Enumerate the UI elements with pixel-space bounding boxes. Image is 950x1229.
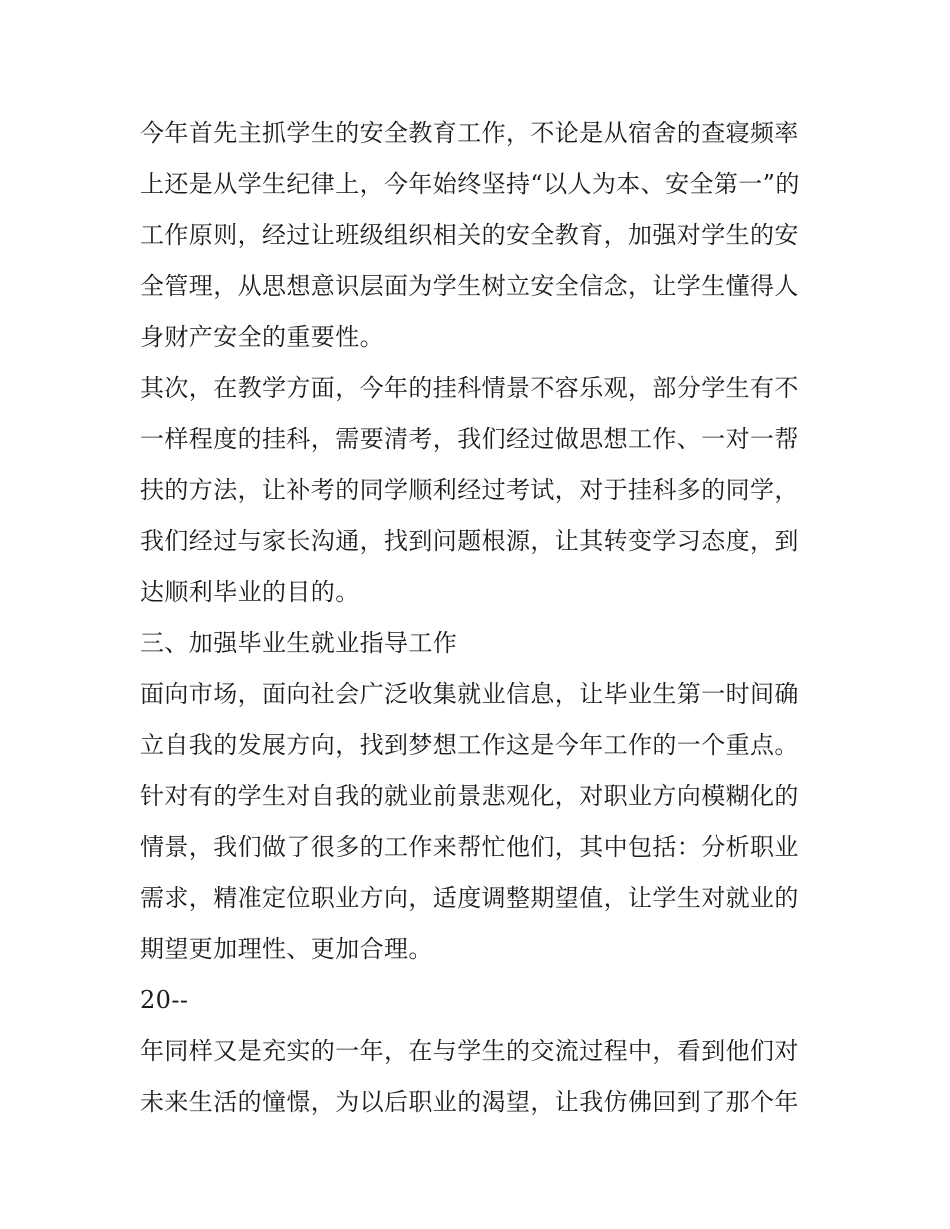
text-line: 我们经过与家长沟通，找到问题根源，让其转变学习态度，到 bbox=[140, 527, 799, 555]
text-line: 期望更加理性、更加合理。 bbox=[140, 935, 433, 963]
text-line: 全管理，从思想意识层面为学生树立安全信念，让学生懂得人 bbox=[140, 272, 799, 300]
text-line: 情景，我们做了很多的工作来帮忙他们，其中包括：分析职业 bbox=[140, 833, 799, 861]
text-line: 立自我的发展方向，找到梦想工作这是今年工作的一个重点。 bbox=[140, 731, 799, 759]
text-line: 年同样又是充实的一年，在与学生的交流过程中，看到他们对 bbox=[140, 1037, 799, 1065]
text-line: 工作原则，经过让班级组织相关的安全教育，加强对学生的安 bbox=[140, 221, 799, 249]
text-line: 需求，精准定位职业方向，适度调整期望值，让学生对就业的 bbox=[140, 884, 799, 912]
text-line: 针对有的学生对自我的就业前景悲观化，对职业方向模糊化的 bbox=[140, 782, 799, 810]
body-text bbox=[140, 108, 812, 1128]
text-line: 未来生活的憧憬，为以后职业的渴望，让我仿佛回到了那个年 bbox=[140, 1088, 799, 1116]
text-line: 达顺利毕业的目的。 bbox=[140, 578, 360, 606]
text-line: 身财产安全的重要性。 bbox=[140, 323, 384, 351]
section-heading: 三、加强毕业生就业指导工作 bbox=[140, 629, 458, 657]
text-line: 今年首先主抓学生的安全教育工作，不论是从宿舍的查寝频率 bbox=[140, 119, 799, 147]
text-line: 扶的方法，让补考的同学顺利经过考试，对于挂科多的同学， bbox=[140, 476, 799, 504]
text-line: 上还是从学生纪律上，今年始终坚持“以人为本、安全第一”的 bbox=[140, 170, 800, 198]
text-line: 一样程度的挂科，需要清考，我们经过做思想工作、一对一帮 bbox=[140, 425, 799, 453]
text-line: 其次，在教学方面，今年的挂科情景不容乐观，部分学生有不 bbox=[140, 374, 799, 402]
year-text: 20-- bbox=[140, 986, 189, 1014]
text-line: 面向市场，面向社会广泛收集就业信息，让毕业生第一时间确 bbox=[140, 680, 799, 708]
